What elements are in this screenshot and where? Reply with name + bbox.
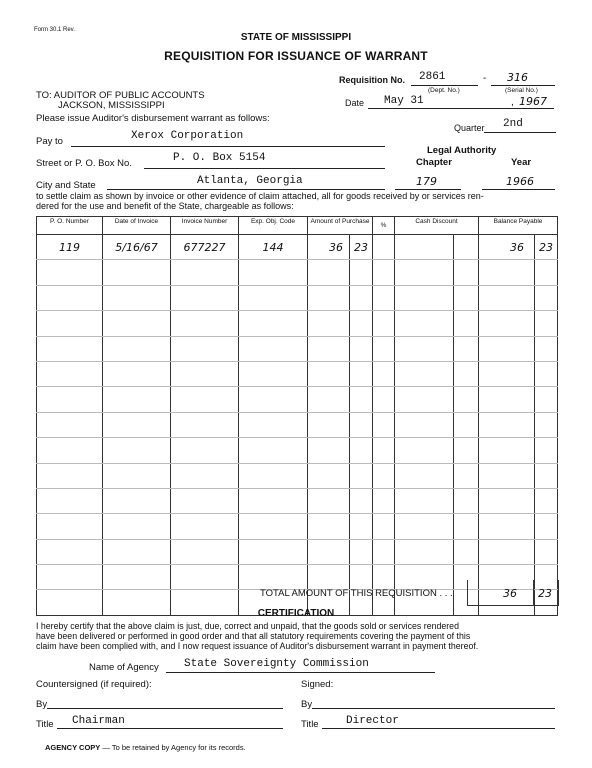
- form-title: REQUISITION FOR ISSUANCE OF WARRANT: [164, 49, 428, 63]
- row1-balance-dollars: 36: [479, 235, 535, 260]
- agency-copy-note: — To be retained by Agency for its records.: [102, 743, 246, 752]
- col-po-number: P. O. Number: [37, 217, 103, 235]
- col-balance-payable: Balance Payable: [479, 217, 558, 235]
- street-value: P. O. Box 5154: [173, 152, 266, 164]
- table-row: [37, 311, 558, 336]
- by-label-left: By: [36, 699, 48, 710]
- quarter-value: 2nd: [503, 118, 523, 130]
- serial-caption: (Serial No.): [505, 87, 538, 94]
- signed-label: Signed:: [301, 679, 334, 690]
- state-heading: STATE OF MISSISSIPPI: [240, 32, 352, 43]
- table-row: [37, 235, 558, 260]
- by-label-right: By: [301, 699, 313, 710]
- title-value-right: Director: [346, 715, 399, 727]
- title-label-right: Title: [301, 719, 319, 730]
- col-cash-discount: Cash Discount: [395, 217, 479, 235]
- date-label: Date: [345, 98, 365, 108]
- pay-to-value: Xerox Corporation: [131, 130, 244, 142]
- table-header-row: [37, 217, 558, 235]
- addressee-line1: TO: AUDITOR OF PUBLIC ACCOUNTS: [36, 90, 205, 101]
- title-label-left: Title: [36, 719, 54, 730]
- quarter-label: Quarter: [454, 123, 485, 133]
- table-row: [37, 514, 558, 539]
- date-value: May 31: [384, 95, 424, 107]
- countersigned-label: Countersigned (if required):: [36, 679, 152, 690]
- chapter-label: Chapter: [416, 157, 452, 168]
- col-invoice-number: Invoice Number: [171, 217, 239, 235]
- form-number: Form 30.1 Rev.: [34, 27, 75, 33]
- table-row: [37, 285, 558, 310]
- row1-amount-dollars: 36: [308, 235, 350, 260]
- table-row: [37, 488, 558, 513]
- legal-authority-heading: Legal Authority: [427, 145, 497, 156]
- col-percent: %: [373, 217, 395, 235]
- col-amount-of-purchase: Amount of Purchase: [308, 217, 373, 235]
- chapter-value: 179: [416, 175, 437, 188]
- table-row: [37, 438, 558, 463]
- agency-copy-label: AGENCY COPY: [45, 743, 101, 752]
- row1-invoice-date: 5/16/67: [103, 235, 171, 260]
- row1-po-number: 119: [37, 235, 103, 260]
- total-label: TOTAL AMOUNT OF THIS REQUISITION . . .: [260, 588, 453, 599]
- year-value: 1966: [506, 175, 534, 188]
- street-label: Street or P. O. Box No.: [36, 158, 132, 169]
- table-row: [37, 260, 558, 285]
- certification-line2: have been delivered or performed in good order and that all statutory requirements covering the payment of this: [36, 631, 471, 641]
- pay-to-label: Pay to: [36, 136, 63, 147]
- total-cents: 23: [538, 587, 552, 600]
- row1-balance-cents: 23: [535, 235, 558, 260]
- addressee-line2: JACKSON, MISSISSIPPI: [58, 100, 165, 111]
- certification-heading: CERTIFICATION: [257, 608, 335, 619]
- table-row: [37, 539, 558, 564]
- serial-number: 316: [507, 71, 528, 84]
- row1-amount-cents: 23: [350, 235, 373, 260]
- col-date-of-invoice: Date of Invoice: [103, 217, 171, 235]
- title-value-left: Chairman: [72, 715, 125, 727]
- table-row: [37, 387, 558, 412]
- row1-exp-code: 144: [239, 235, 308, 260]
- row1-invoice-number: 677227: [171, 235, 239, 260]
- city-label: City and State: [36, 180, 96, 191]
- requisition-label: Requisition No.: [339, 75, 405, 85]
- table-row: [37, 412, 558, 437]
- footer: [45, 743, 246, 752]
- settle-text-line2: dered for the use and benefit of the State, chargeable as follows:: [36, 201, 294, 211]
- settle-text-line1: to settle claim as shown by invoice or other evidence of claim attached, all for goods received by or services ren-: [36, 191, 484, 201]
- total-dollars: 36: [503, 587, 517, 600]
- instruction-text: Please issue Auditor's disbursement warrant as follows:: [36, 113, 270, 124]
- certification-line3: claim have been complied with, and I now request issuance of Auditor's disbursement warrant in payment thereof.: [36, 641, 479, 651]
- dept-number: 2861: [419, 71, 446, 83]
- certification-line1: I hereby certify that the above claim is just, due, correct and unpaid, that the goods sold or services rendered: [36, 621, 459, 631]
- table-row: [37, 463, 558, 488]
- claims-table: [36, 216, 558, 616]
- col-exp-obj-code: Exp. Obj. Code: [239, 217, 308, 235]
- dept-caption: (Dept. No.): [428, 87, 460, 94]
- agency-label: Name of Agency: [89, 662, 159, 673]
- date-year: 1967: [519, 95, 547, 108]
- table-row: [37, 336, 558, 361]
- city-value: Atlanta, Georgia: [197, 175, 303, 187]
- year-label: Year: [511, 157, 532, 168]
- agency-value: State Sovereignty Commission: [184, 658, 369, 670]
- table-row: [37, 361, 558, 386]
